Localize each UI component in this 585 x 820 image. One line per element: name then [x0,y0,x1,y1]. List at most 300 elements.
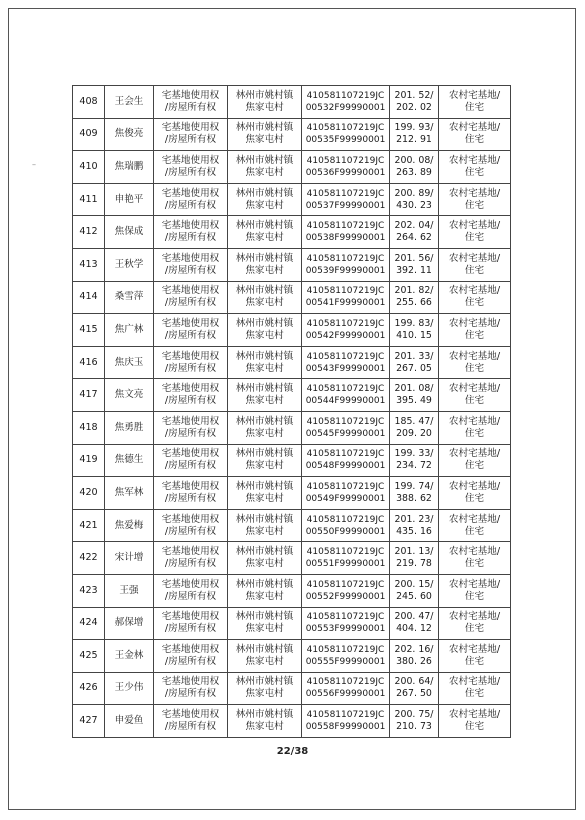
cell-owner-name: 王强 [105,574,154,607]
cell-usage-line: 农村宅基地/ [448,154,501,166]
cell-usage [439,542,511,575]
cell-area-line: 210. 73 [396,721,432,733]
cell-usage-line: 农村宅基地/ [448,676,501,688]
cell-location-line: 焦家屯村 [245,199,284,211]
cell-usage-line: 农村宅基地/ [448,220,501,232]
cell-area-line: 219. 78 [396,558,432,570]
cell-usage [439,607,511,640]
cell-usage [439,705,511,738]
cell-unit-code-line: 00545F99990001 [305,428,386,439]
cell-area-line: 263. 89 [396,166,432,178]
cell-right-type [154,705,228,738]
cell-unit-code [302,705,390,738]
cell-owner-name: 王会生 [105,86,154,119]
cell-unit-code [302,314,390,347]
cell-location-line: 焦家屯村 [245,134,284,146]
cell-location-line: 林州市姚村镇 [235,546,294,558]
cell-area-line: 200. 64/ [394,676,434,688]
cell-right-type-line: /房屋所有权 [164,134,217,146]
cell-number: 423 [73,574,105,607]
cell-location [228,281,302,314]
cell-location-line: 焦家屯村 [245,427,284,439]
cell-owner-name: 焦广林 [105,314,154,347]
cell-right-type [154,411,228,444]
cell-right-type-line: 宅基地使用权 [161,513,220,525]
cell-number: 409 [73,118,105,151]
cell-usage-line: 农村宅基地/ [448,513,501,525]
cell-owner-name: 王金林 [105,640,154,673]
cell-unit-code-line: 00550F99990001 [305,526,386,537]
cell-usage [439,281,511,314]
cell-usage-line: 住宅 [464,329,485,341]
cell-right-type-line: /房屋所有权 [164,232,217,244]
table-row [73,705,511,738]
cell-unit-code [302,411,390,444]
cell-unit-code-line: 410581107219JC [306,253,385,264]
cell-area [390,477,439,510]
cell-number: 427 [73,705,105,738]
cell-location-line: 林州市姚村镇 [235,252,294,264]
cell-right-type-line: 宅基地使用权 [161,611,220,623]
cell-area-line: 201. 13/ [394,546,434,558]
cell-right-type-line: /房屋所有权 [164,721,217,733]
cell-unit-code-line: 00537F99990001 [305,200,386,211]
cell-unit-code-line: 410581107219JC [306,123,385,134]
cell-usage-line: 住宅 [464,166,485,178]
cell-location-line: 焦家屯村 [245,590,284,602]
cell-right-type-line: /房屋所有权 [164,590,217,602]
cell-usage-line: 住宅 [464,460,485,472]
cell-right-type-line: 宅基地使用权 [161,89,220,101]
cell-right-type-line: 宅基地使用权 [161,676,220,688]
cell-right-type-line: 宅基地使用权 [161,480,220,492]
cell-area [390,574,439,607]
cell-location-line: 焦家屯村 [245,558,284,570]
cell-usage [439,477,511,510]
cell-area-line: 200. 75/ [394,709,434,721]
records-table [72,85,511,738]
table-row [73,216,511,249]
cell-location [228,411,302,444]
cell-right-type [154,509,228,542]
cell-unit-code [302,248,390,281]
cell-location-line: 焦家屯村 [245,688,284,700]
cell-location [228,444,302,477]
cell-usage-line: 农村宅基地/ [448,285,501,297]
cell-right-type [154,672,228,705]
cell-number: 421 [73,509,105,542]
cell-right-type [154,574,228,607]
cell-right-type [154,281,228,314]
cell-right-type [154,248,228,281]
cell-unit-code [302,183,390,216]
cell-usage-line: 住宅 [464,590,485,602]
cell-right-type-line: /房屋所有权 [164,655,217,667]
cell-location-line: 林州市姚村镇 [235,317,294,329]
cell-area-line: 199. 93/ [394,122,434,134]
cell-usage-line: 农村宅基地/ [448,643,501,655]
cell-area-line: 200. 47/ [394,611,434,623]
table-row [73,151,511,184]
cell-area-line: 201. 33/ [394,350,434,362]
cell-unit-code [302,509,390,542]
cell-unit-code-line: 410581107219JC [306,710,385,721]
table-row [73,672,511,705]
cell-number: 412 [73,216,105,249]
cell-unit-code-line: 00535F99990001 [305,135,386,146]
cell-right-type-line: 宅基地使用权 [161,643,220,655]
cell-location-line: 林州市姚村镇 [235,513,294,525]
cell-area-line: 199. 83/ [394,317,434,329]
cell-right-type-line: /房屋所有权 [164,623,217,635]
cell-unit-code-line: 00555F99990001 [305,656,386,667]
cell-usage [439,574,511,607]
cell-unit-code-line: 410581107219JC [306,481,385,492]
cell-number: 413 [73,248,105,281]
cell-area [390,444,439,477]
page-current: 22 [276,746,291,757]
cell-number: 426 [73,672,105,705]
cell-usage-line: 农村宅基地/ [448,415,501,427]
cell-unit-code [302,379,390,412]
cell-location-line: 焦家屯村 [245,297,284,309]
cell-number: 420 [73,477,105,510]
cell-right-type-line: 宅基地使用权 [161,415,220,427]
cell-right-type [154,346,228,379]
cell-usage [439,314,511,347]
cell-right-type-line: 宅基地使用权 [161,448,220,460]
table-row [73,248,511,281]
cell-number: 424 [73,607,105,640]
cell-usage [439,411,511,444]
cell-owner-name: 焦爱梅 [105,509,154,542]
cell-unit-code [302,574,390,607]
cell-area [390,640,439,673]
cell-usage [439,86,511,119]
cell-area [390,216,439,249]
cell-right-type-line: /房屋所有权 [164,264,217,276]
margin-mark: – [32,160,36,169]
cell-area [390,346,439,379]
cell-unit-code-line: 00542F99990001 [305,330,386,341]
cell-unit-code-line: 410581107219JC [306,188,385,199]
cell-right-type [154,86,228,119]
cell-area [390,379,439,412]
cell-area-line: 410. 15 [396,329,432,341]
cell-right-type-line: /房屋所有权 [164,101,217,113]
cell-location-line: 焦家屯村 [245,264,284,276]
cell-number: 417 [73,379,105,412]
cell-unit-code-line: 410581107219JC [306,644,385,655]
cell-area-line: 202. 16/ [394,643,434,655]
cell-usage-line: 住宅 [464,362,485,374]
cell-unit-code [302,346,390,379]
cell-unit-code-line: 410581107219JC [306,155,385,166]
cell-unit-code-line: 410581107219JC [306,514,385,525]
cell-location [228,509,302,542]
cell-area-line: 200. 15/ [394,578,434,590]
cell-right-type-line: /房屋所有权 [164,688,217,700]
cell-location [228,672,302,705]
cell-number: 422 [73,542,105,575]
cell-right-type-line: /房屋所有权 [164,460,217,472]
cell-location [228,314,302,347]
cell-usage [439,346,511,379]
cell-area-line: 201. 52/ [394,89,434,101]
cell-area-line: 202. 02 [396,101,432,113]
cell-right-type [154,216,228,249]
cell-right-type [154,379,228,412]
cell-area-line: 212. 91 [396,134,432,146]
cell-right-type [154,183,228,216]
cell-area [390,411,439,444]
cell-right-type-line: /房屋所有权 [164,525,217,537]
table-row [73,444,511,477]
cell-usage [439,672,511,705]
cell-area [390,542,439,575]
cell-area-line: 245. 60 [396,590,432,602]
cell-usage-line: 农村宅基地/ [448,578,501,590]
cell-unit-code-line: 410581107219JC [306,286,385,297]
cell-unit-code-line: 410581107219JC [306,677,385,688]
cell-right-type-line: /房屋所有权 [164,297,217,309]
cell-usage-line: 农村宅基地/ [448,546,501,558]
cell-unit-code-line: 410581107219JC [306,90,385,101]
cell-location [228,183,302,216]
cell-number: 411 [73,183,105,216]
cell-unit-code [302,640,390,673]
cell-area [390,314,439,347]
cell-location [228,248,302,281]
cell-usage-line: 住宅 [464,232,485,244]
cell-unit-code-line: 410581107219JC [306,579,385,590]
cell-area-line: 200. 89/ [394,187,434,199]
cell-unit-code-line: 00558F99990001 [305,722,386,733]
table-row [73,281,511,314]
cell-area-line: 267. 50 [396,688,432,700]
cell-location-line: 林州市姚村镇 [235,709,294,721]
cell-usage-line: 住宅 [464,264,485,276]
cell-usage-line: 农村宅基地/ [448,187,501,199]
cell-area-line: 200. 08/ [394,154,434,166]
cell-unit-code [302,607,390,640]
cell-usage-line: 住宅 [464,721,485,733]
cell-location [228,640,302,673]
cell-usage-line: 住宅 [464,427,485,439]
cell-unit-code [302,477,390,510]
cell-owner-name: 郝保增 [105,607,154,640]
cell-right-type-line: 宅基地使用权 [161,383,220,395]
cell-usage [439,379,511,412]
cell-area-line: 392. 11 [396,264,432,276]
cell-number: 418 [73,411,105,444]
cell-unit-code-line: 00532F99990001 [305,102,386,113]
cell-usage-line: 农村宅基地/ [448,611,501,623]
cell-area-line: 404. 12 [396,623,432,635]
cell-usage [439,640,511,673]
cell-unit-code-line: 00544F99990001 [305,396,386,407]
cell-number: 414 [73,281,105,314]
cell-location-line: 焦家屯村 [245,623,284,635]
table-row [73,86,511,119]
cell-area [390,607,439,640]
cell-usage-line: 农村宅基地/ [448,122,501,134]
cell-owner-name: 焦文亮 [105,379,154,412]
cell-unit-code-line: 00553F99990001 [305,624,386,635]
cell-location-line: 林州市姚村镇 [235,578,294,590]
cell-area-line: 388. 62 [396,492,432,504]
table-row [73,314,511,347]
cell-owner-name: 焦德生 [105,444,154,477]
cell-location-line: 林州市姚村镇 [235,89,294,101]
cell-location-line: 焦家屯村 [245,166,284,178]
cell-area-line: 201. 23/ [394,513,434,525]
cell-area [390,118,439,151]
cell-usage [439,509,511,542]
cell-location [228,216,302,249]
cell-location-line: 林州市姚村镇 [235,122,294,134]
cell-usage-line: 农村宅基地/ [448,448,501,460]
cell-unit-code-line: 410581107219JC [306,449,385,460]
cell-unit-code-line: 00541F99990001 [305,298,386,309]
cell-right-type-line: 宅基地使用权 [161,317,220,329]
cell-location-line: 焦家屯村 [245,721,284,733]
table-row [73,118,511,151]
cell-usage-line: 农村宅基地/ [448,480,501,492]
cell-location-line: 林州市姚村镇 [235,285,294,297]
cell-location-line: 林州市姚村镇 [235,187,294,199]
cell-right-type-line: 宅基地使用权 [161,578,220,590]
cell-location-line: 焦家屯村 [245,232,284,244]
cell-right-type-line: 宅基地使用权 [161,350,220,362]
cell-location-line: 林州市姚村镇 [235,676,294,688]
cell-area [390,672,439,705]
cell-location [228,86,302,119]
cell-number: 425 [73,640,105,673]
cell-usage [439,118,511,151]
cell-owner-name: 焦俊亮 [105,118,154,151]
cell-location-line: 焦家屯村 [245,395,284,407]
cell-usage-line: 住宅 [464,395,485,407]
cell-area-line: 202. 04/ [394,220,434,232]
cell-owner-name: 王秋学 [105,248,154,281]
cell-location-line: 林州市姚村镇 [235,480,294,492]
records-body [73,86,511,738]
cell-area-line: 201. 82/ [394,285,434,297]
cell-unit-code-line: 00551F99990001 [305,559,386,570]
cell-area-line: 380. 26 [396,655,432,667]
cell-usage [439,444,511,477]
cell-usage-line: 住宅 [464,623,485,635]
cell-area [390,183,439,216]
cell-location-line: 焦家屯村 [245,460,284,472]
cell-unit-code-line: 410581107219JC [306,384,385,395]
cell-location-line: 林州市姚村镇 [235,220,294,232]
cell-location-line: 焦家屯村 [245,362,284,374]
cell-right-type-line: /房屋所有权 [164,427,217,439]
cell-number: 416 [73,346,105,379]
cell-owner-name: 申爱鱼 [105,705,154,738]
cell-owner-name: 焦军林 [105,477,154,510]
cell-area [390,86,439,119]
table-row [73,346,511,379]
cell-number: 415 [73,314,105,347]
cell-owner-name: 宋计增 [105,542,154,575]
cell-location-line: 林州市姚村镇 [235,154,294,166]
cell-right-type-line: /房屋所有权 [164,166,217,178]
table-row [73,509,511,542]
cell-usage [439,151,511,184]
cell-location-line: 林州市姚村镇 [235,611,294,623]
cell-location [228,542,302,575]
cell-area [390,509,439,542]
cell-location-line: 焦家屯村 [245,655,284,667]
page-number: 22/38 [276,746,309,757]
cell-unit-code-line: 410581107219JC [306,547,385,558]
cell-right-type-line: 宅基地使用权 [161,220,220,232]
cell-unit-code [302,444,390,477]
cell-right-type [154,314,228,347]
cell-unit-code [302,118,390,151]
cell-area-line: 201. 08/ [394,383,434,395]
cell-usage [439,248,511,281]
cell-area [390,151,439,184]
table-row [73,542,511,575]
cell-right-type [154,444,228,477]
cell-unit-code-line: 00549F99990001 [305,493,386,504]
cell-usage [439,216,511,249]
cell-unit-code-line: 00552F99990001 [305,591,386,602]
cell-owner-name: 王少伟 [105,672,154,705]
cell-unit-code-line: 00543F99990001 [305,363,386,374]
cell-right-type [154,118,228,151]
cell-usage-line: 住宅 [464,492,485,504]
cell-right-type-line: 宅基地使用权 [161,709,220,721]
cell-usage-line: 农村宅基地/ [448,89,501,101]
cell-owner-name: 桑雪萍 [105,281,154,314]
cell-area-line: 267. 05 [396,362,432,374]
cell-right-type [154,542,228,575]
cell-area-line: 199. 33/ [394,448,434,460]
cell-usage-line: 农村宅基地/ [448,350,501,362]
cell-location-line: 焦家屯村 [245,492,284,504]
cell-area-line: 430. 23 [396,199,432,211]
cell-location-line: 林州市姚村镇 [235,383,294,395]
cell-usage-line: 住宅 [464,688,485,700]
cell-location [228,379,302,412]
cell-right-type [154,640,228,673]
cell-location [228,118,302,151]
cell-right-type-line: 宅基地使用权 [161,187,220,199]
cell-area-line: 264. 62 [396,232,432,244]
cell-unit-code [302,151,390,184]
cell-right-type-line: 宅基地使用权 [161,252,220,264]
cell-area-line: 234. 72 [396,460,432,472]
cell-location-line: 林州市姚村镇 [235,415,294,427]
table-row [73,574,511,607]
cell-location-line: 林州市姚村镇 [235,448,294,460]
cell-location-line: 林州市姚村镇 [235,350,294,362]
cell-right-type-line: /房屋所有权 [164,492,217,504]
table-row [73,640,511,673]
cell-usage-line: 住宅 [464,134,485,146]
table-row [73,183,511,216]
cell-area-line: 435. 16 [396,525,432,537]
cell-right-type-line: /房屋所有权 [164,362,217,374]
cell-location-line: 焦家屯村 [245,101,284,113]
cell-location [228,151,302,184]
cell-right-type-line: /房屋所有权 [164,558,217,570]
